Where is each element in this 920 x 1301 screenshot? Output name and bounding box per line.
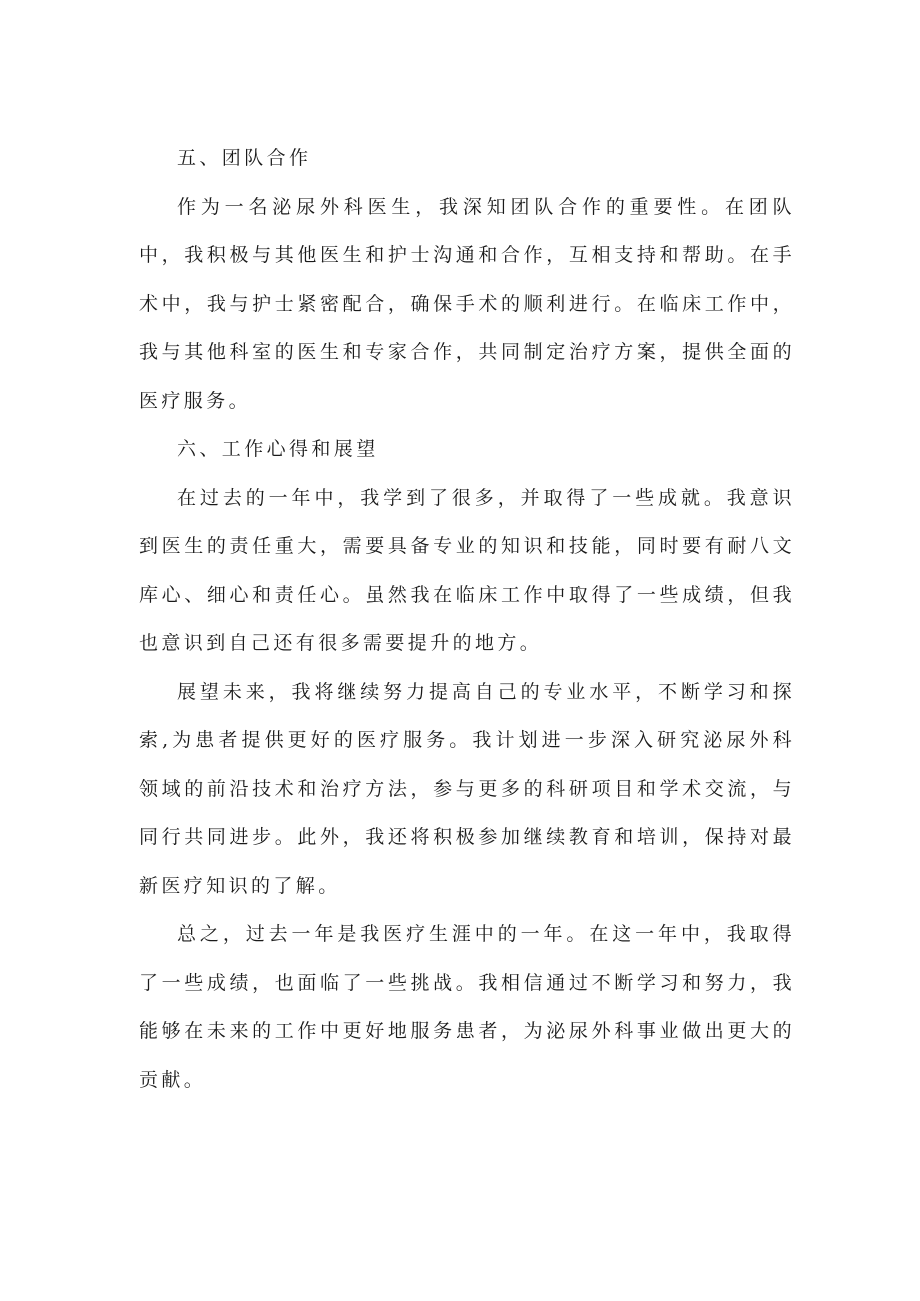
document-body [139, 134, 795, 1104]
paragraph-summary: 总之，过去一年是我医疗生涯中的一年。在这一年中，我取得了一些成绩，也面临了一些挑战。我相信通过不断学习和努力，我能够在未来的工作中更好地服务患者，为泌尿外科事业做出更大的贡献。 [139, 923, 795, 1091]
paragraph-past-year: 在过去的一年中，我学到了很多，并取得了一些成就。我意识到医生的责任重大，需要具备专业的知识和技能，同时要有耐八文库心、细心和责任心。虽然我在临床工作中取得了一些成绩，但我也意识到自己还有很多需要提升的地方。 [139, 486, 795, 654]
section-heading-teamwork: 五、团队合作 [177, 147, 312, 169]
paragraph-outlook: 展望未来，我将继续努力提高自己的专业水平，不断学习和探索,为患者提供更好的医疗服务。我计划进一步深入研究泌尿外科领域的前沿技术和治疗方法，参与更多的科研项目和学术交流，与同行共同进步。此外，我还将积极参加继续教育和培训，保持对最新医疗知识的了解。 [139, 680, 795, 897]
section-heading-reflections: 六、工作心得和展望 [177, 438, 379, 460]
paragraph-teamwork: 作为一名泌尿外科医生，我深知团队合作的重要性。在团队中，我积极与其他医生和护士沟通和合作，互相支持和帮助。在手术中，我与护士紧密配合，确保手术的顺利进行。在临床工作中，我与其他科室的医生和专家合作，共同制定治疗方案，提供全面的医疗服务。 [139, 195, 795, 412]
